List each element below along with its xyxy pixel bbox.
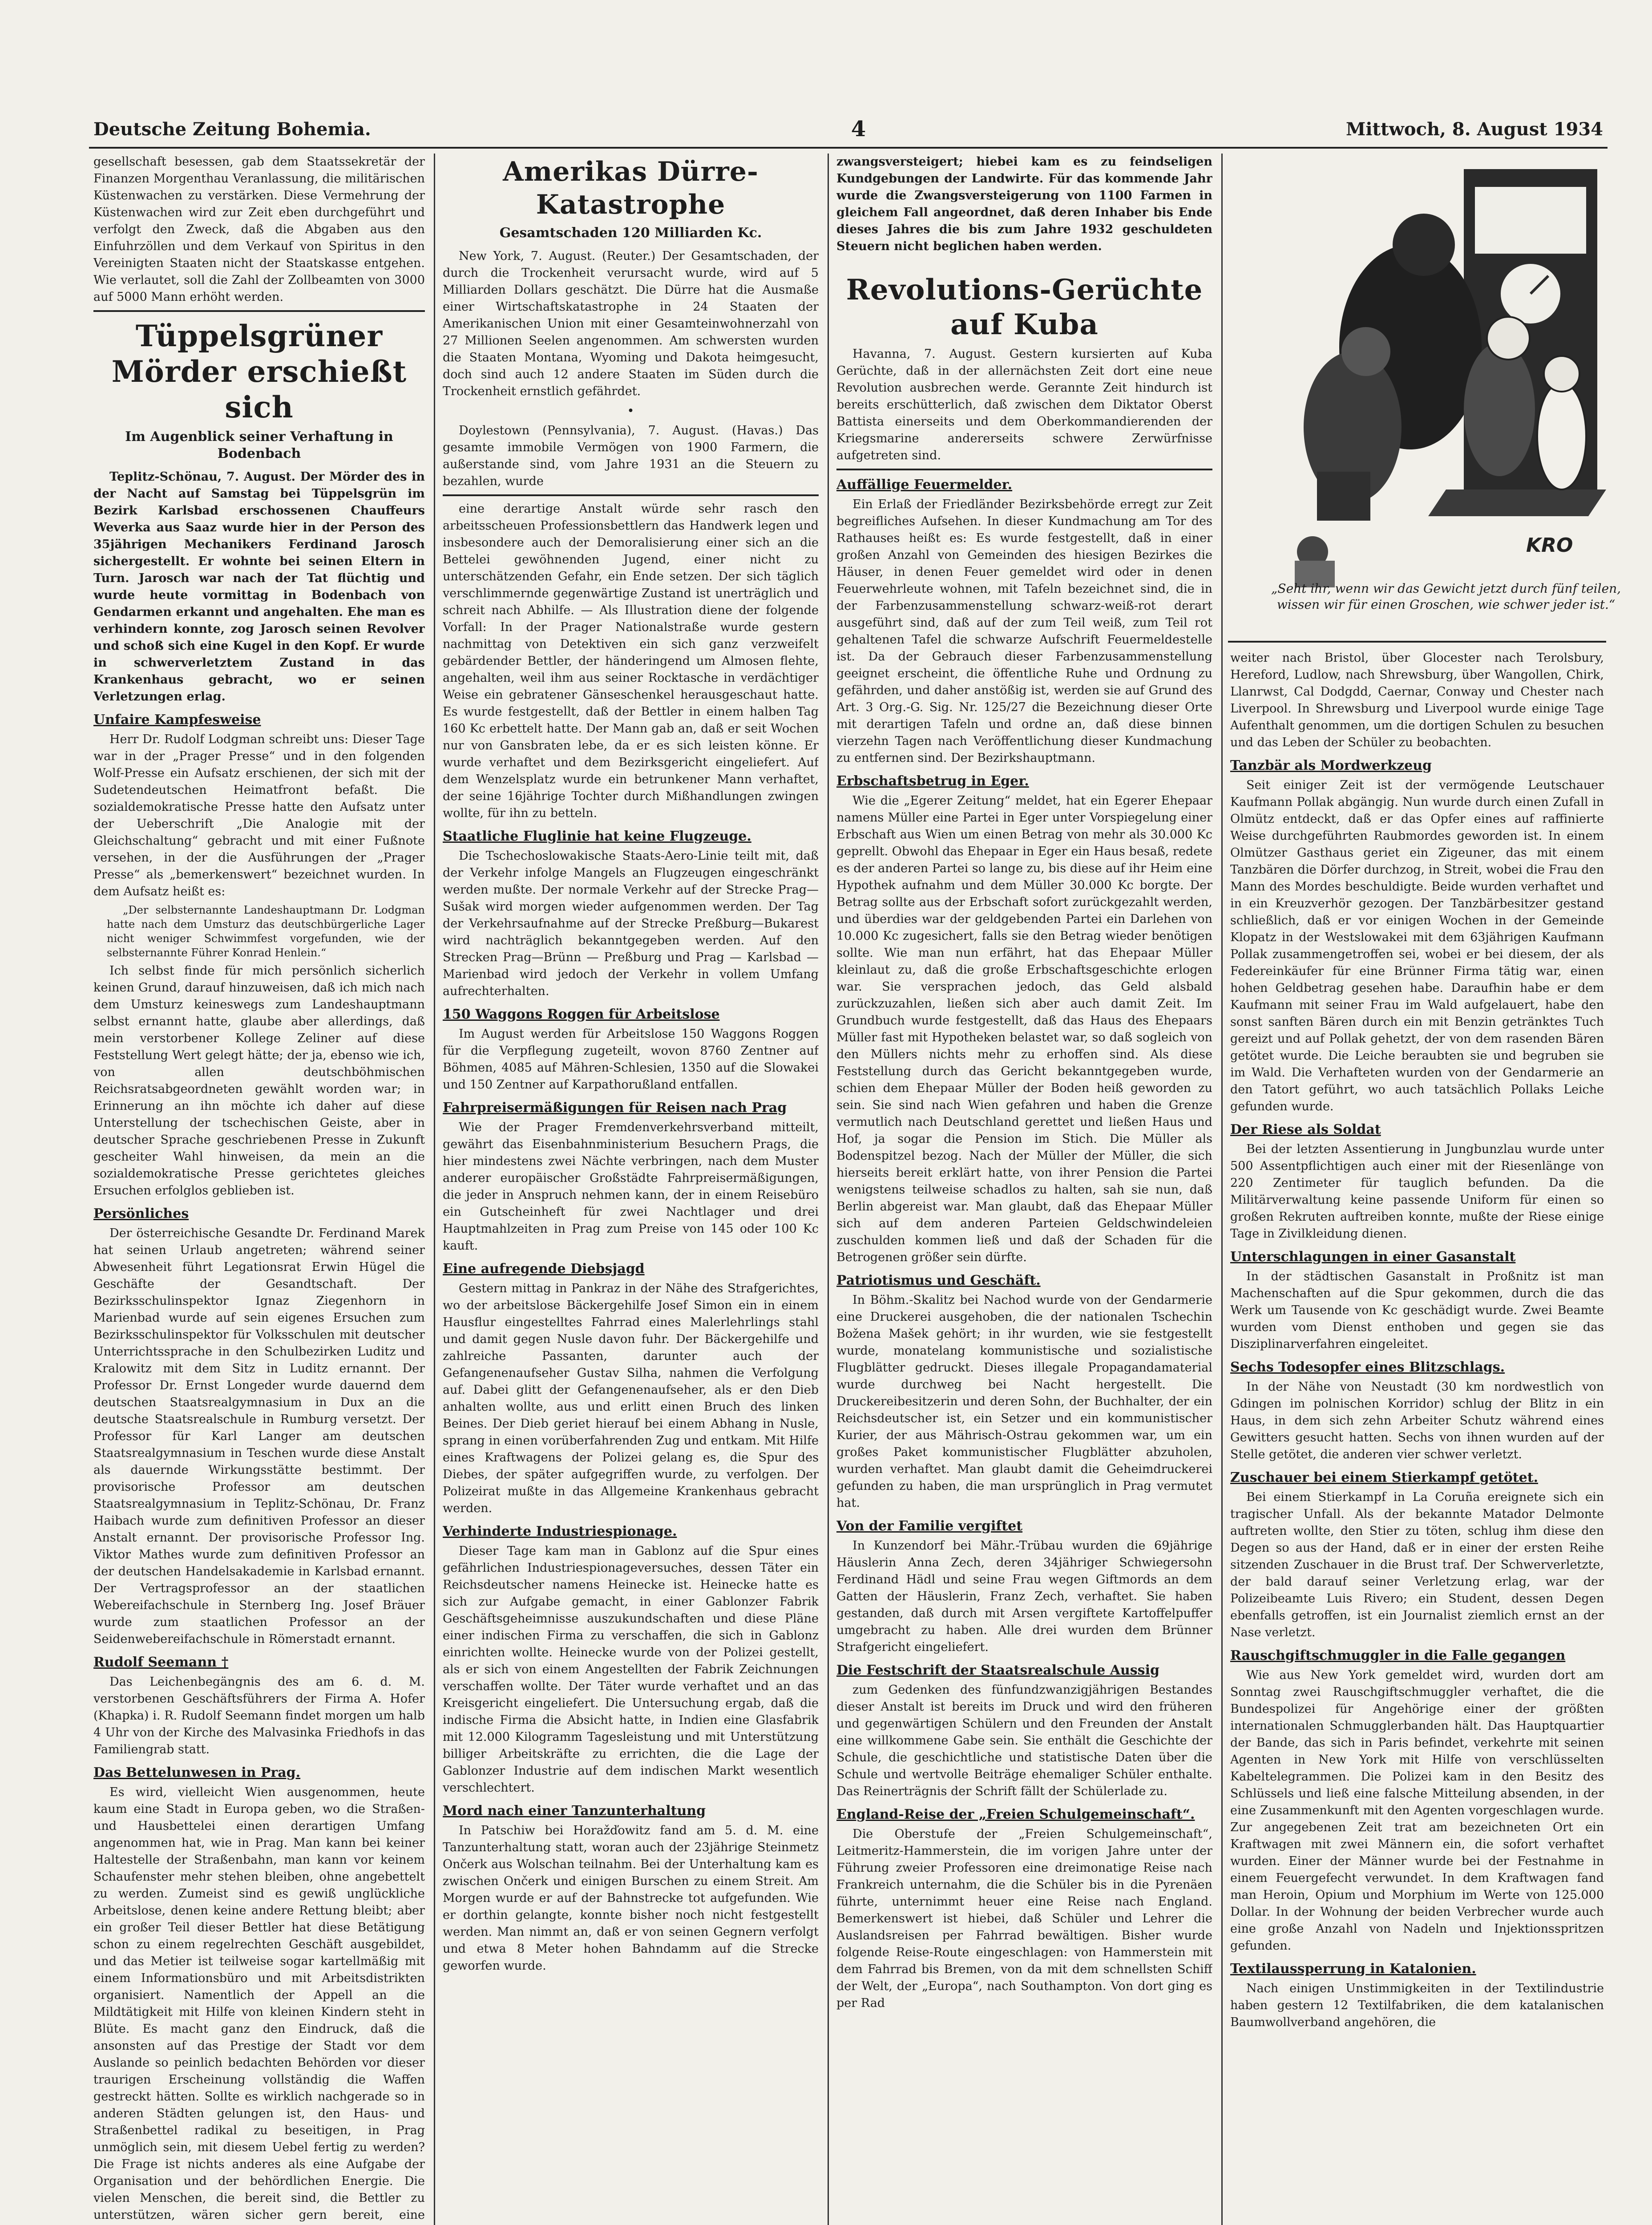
section-heading: Persönliches [93,1206,189,1222]
section-heading: Staatliche Fluglinie hat keine Flugzeuge. [443,829,751,844]
section-rule [1228,641,1606,643]
article-text: Doylestown (Pennsylvania), 7. August. (Havas.) Das gesamte immobile Vermögen von 1900 Farmern, die außerstande sind, vom Jahre 1931 an die Steuern zu bezahlen, wurde [443,424,819,488]
section-heading: England-Reise der „Freien Schulgemeinschaft“. [836,1807,1195,1822]
column-4 [1230,650,1604,2225]
paper-name: Deutsche Zeitung Bohemia. [93,118,371,140]
masthead [93,113,1603,145]
article-text: Das Leichenbegängnis des am 6. d. M. verstorbenen Geschäftsführers der Firma A. Hofer (Khapka) i. R. Rudolf Seemann findet morgen um halb 4 Uhr von der Kirche des Malvasinka Friedhofs in das Familiengrab statt. [93,1675,425,1756]
cartoon-illustration [1277,160,1620,623]
article-text: Bei einem Stierkampf in La Coruña ereignete sich ein tragischer Unfall. Als der bekannte Matador Delmonte auftreten wollte, den Stier zu töten, schlug ihm diese den Degen so aus der Hand, daß er in einer der ersten Reihe sitzenden Zuschauer in die Brust traf. Der Schwerverletzte, der bald darauf seiner Verletzung erlag, war der Polizeibeamte Luis Rivero; ein Student, dessen Degen ebenfalls getroffen, ist ein Journalist ziemlich ernst an der Nase verletzt. [1230,1490,1604,1639]
article-text: Der österreichische Gesandte Dr. Ferdinand Marek hat seinen Urlaub angetreten; während seiner Abwesenheit führt Legationsrat Erwin Hügel die Geschäfte der Gesandtschaft. Der Bezirksschulinspektor Ignaz Ziegenhorn in Marienbad wurde auf sein eigenes Ersuchen zum Bezirksschulinspektor für Volksschulen mit deutscher Unterrichtssprache in den Schulbezirken Luditz und Kralowitz mit dem Sitz in Luditz ernannt. Der Professor Dr. Ernst Longeder wurde dauernd dem deutschen Staatsrealgymnasium in Dux an die deutsche Staatsrealschule in Rumburg versetzt. Der Professor für Karl Langer am deutschen Staatsrealgymnasium in Teschen wurde diese Anstalt als dauernde Wirkungsstätte bestimmt. Der provisorische Professor am deutschen Staatsrealgymnasium in Teplitz-Schönau, Dr. Franz Haibach wurde zum definitiven Professor an dieser Anstalt ernannt. Der provisorische Professor Ing. Viktor Mathes wurde zum definitiven Professor an der deutschen Handelsakademie in Karlsbad ernannt. Der Vertragsprofessor an der staatlichen Webereifachschule in Sternberg Ing. Josef Bräuer wurde zum staatlichen Professor an der Seidenwebereifachschule in Römerstadt ernannt. [93,1226,425,1646]
article-text: In Patschiw bei Horažďowitz fand am 5. d. M. eine Tanzunterhaltung statt, woran auch der 23jährige Steinmetz Ončerk aus Wolschan teilnahm. Bei der Unterhaltung kam es zwischen Ončerk und einigen Burschen zu einem Streit. Am Morgen wurde er auf der Bahnstrecke tot aufgefunden. Wie er dorthin gelangte, konnte bisher noch nicht festgestellt werden. Man nimmt an, daß er von seinen Gegnern verfolgt und etwa 8 Meter hohen Bahndamm auf die Strecke geworfen wurde. [443,1824,819,1973]
section-heading: Rauschgiftschmuggler in die Falle gegangen [1230,1648,1566,1663]
column-rule [1221,154,1223,2225]
section-heading: Die Festschrift der Staatsrealschule Aussig [836,1663,1159,1678]
headline: Amerikas Dürre-Katastrophe [503,156,759,220]
column-rule [828,154,829,2225]
section-heading: Auffällige Feuermelder. [836,477,1013,493]
section-heading: Tanzbär als Mordwerkzeug [1230,758,1432,773]
article-text: Nach einigen Unstimmigkeiten in der Textilindustrie haben gestern 12 Textilfabriken, die dem katalanischen Baumwollverband angehören, die [1230,1982,1604,2029]
article-text: Seit einiger Zeit ist der vermögende Leutschauer Kaufmann Pollak abgängig. Nun wurde durch einen Zufall in Olmütz entdeckt, daß er das Opfer eines auf raffinierte Weise durchgeführten Raubmordes geworden ist. In einem Olmützer Gasthaus geriet ein Zigeuner, das mit einem Tanzbären die Dörfer durchzog, in Streit, wobei die Frau den Mann des Mordes beschuldigte. Beide wurden verhaftet und in ein Kreuzverhör gezogen. Der Tanzbärbesitzer gestand schließlich, daß er vor einigen Wochen in der Gemeinde Klopatz in der Westslowakei mit dem 63jährigen Kaufmann Pollak zusammengetroffen sei, wobei er bei diesem, der als Federeinkäufer für eine Brünner Firma tätig war, einen hohen Geldbetrag gesehen habe. Daraufhin habe er dem Kaufmann mit seiner Frau im Wald aufgelauert, habe den sonst sanften Bären durch ein mit Benzin getränktes Tuch gereizt und auf Pollak gehetzt, der von dem rasenden Bären getötet wurde. Die Leiche beraubten sie und begruben sie im Wald. Die Verhafteten wurden von der Gendarmerie an den Tatort geführt, wo auch tatsächlich Pollaks Leiche gefunden wurde. [1230,778,1604,1113]
headline: Revolutions-Gerüchte auf Kuba [846,273,1203,341]
column-1 [93,154,425,2225]
article-text: In Böhm.-Skalitz bei Nachod wurde von der Gendarmerie eine Druckerei ausgehoben, die der nationalen Tschechin Božena Mašek gehört; in ihr wurden, wie sie festgestellt wurde, monatelang kommunistische und sozialistische Flugblätter gedruckt. Dieses illegale Propagandamaterial wurde durchweg bei Nacht hergestellt. Die Druckereibesitzerin und deren Sohn, der Buchhalter, der ein Reichsdeutscher ist, ein Setzer und ein kommunistischer Kurier, der aus Mährisch-Ostrau gekommen war, um ein großes Paket kommunistischer Flugblätter abzuholen, wurden verhaftet. Man glaubt damit die Geheimdruckerei gefunden zu haben, die man ursprünglich in Prag vermutet hat. [836,1293,1212,1510]
section-heading: Patriotismus und Geschäft. [836,1273,1041,1288]
column-rule [434,154,435,2225]
article-text: weiter nach Bristol, über Glocester nach Terolsbury, Hereford, Ludlow, nach Shrewsburg, über Wangollen, Chirk, Llanrwst, Cal Dodgdd, Caernar, Conway und Chester nach Liverpool. In Shrewsburg und Liverpool wurde einige Tage Aufenthalt genommen, um die dortigen Schulen zu besuchen und das Leben der Schüler zu beobachten. [1230,651,1604,749]
article-text: Gestern mittag in Pankraz in der Nähe des Strafgerichtes, wo der arbeitslose Bäckergehilfe Josef Simon ein in einem Hausflur eingestelltes Fahrrad eines Malerlehrlings stahl und damit gegen Nusle davon fuhr. Der Bäckergehilfe und zahlreiche Passanten, darunter auch der Gefangenenaufseher Gustav Silha, nahmen die Verfolgung auf. Dabei glitt der Gefangenenaufseher, als er den Dieb anhalten wollte, aus und erlitt einen Bruch des linken Beines. Der Dieb geriet hierauf bei einem Abhang in Nusle, sprang in einen vorüberfahrenden Zug und entkam. Mit Hilfe eines Kraftwagens der Polizei gelang es, die Spur des Diebes, der später aufgegriffen wurde, zu verfolgen. Der Polizeirat mußte in das Allgemeine Krankenhaus gebracht werden. [443,1282,819,1515]
article-text: eine derartige Anstalt würde sehr rasch den arbeitsscheuen Professionsbettlern das Handwerk legen und insbesondere auch der Demoralisierung einer sich an die Bettelei gewöhnenden Jugend, einer nicht zu unterschätzenden Gefahr, ein Ende setzen. Der sich täglich verschlimmernde gegenwärtige Zustand ist unerträglich und schreit nach Abhilfe. — Als Illustration diene der folgende Vorfall: In der Prager Nationalstraße wurde gestern nachmittag von Detektiven ein sich ganz verzweifelt gebärdender Bettler, der händeringend um Almosen flehte, angehalten, weil ihm aus seiner Rocktasche in verdächtiger Weise ein gebratener Gänseschenkel herausgeschaut hatte. Es wurde festgestellt, daß der Bettler in einem halben Tag 160 Kc erbettelt hatte. Der Mann gab an, daß er seit Wochen nur von Gansbraten lebe, da er es sich leisten könne. Er wurde verhaftet und dem Bezirksgericht eingeliefert. Auf dem Wenzelsplatz wurde ein betrunkener Mann verhaftet, der seine 16jährige Tochter durch Mißhandlungen zwingen wollte, für ihn zu betteln. [443,502,819,820]
article-text: Wie der Prager Fremdenverkehrsverband mitteilt, gewährt das Eisenbahnministerium Besuchern Prags, die hier mindestens zwei Nächte verbringen, nach dem Muster anderer europäischer Großstädte Fahrpreisermäßigungen, die jeder in Anspruch nehmen kann, der in einem Reisebüro ein Gutscheinheft für zwei Nachtlager und drei Hauptmahlzeiten in Prag zum Preise von 145 oder 100 Kc kauft. [443,1121,819,1253]
quotation: „Der selbsternannte Landeshauptmann Dr. Lodgman hatte nach dem Umsturz das deutschbürgerliche Lager nicht weniger Schwimmfest vorgefunden, wie der selbsternannte Führer Konrad Henlein.“ [107,904,425,959]
section-heading: Eine aufregende Diebsjagd [443,1261,645,1277]
article-text: In Kunzendorf bei Mähr.-Trübau wurden die 69jährige Häuslerin Anna Zech, deren 34jähriger Schwiegersohn Ferdinand Hädl und seine Frau wegen Giftmords an dem Gatten der Häuslerin, Franz Zech, verhaftet. Sie haben gestanden, daß durch mit Arsen vergiftete Kartoffelpuffer umgebracht zu haben. Alle drei wurden dem Brünner Strafgericht eingeliefert. [836,1539,1212,1654]
article-text: Ein Erlaß der Friedländer Bezirksbehörde erregt zur Zeit begreifliches Aufsehen. In dieser Kundmachung am Tor des Rathauses heißt es: Es wurde festgestellt, daß in einer großen Anzahl von Gemeinden des hiesigen Bezirkes die Häuser, in denen Feuer gemeldet wird oder in denen Feuerwehrleute wohnen, mit Tafeln bezeichnet sind, die in der Farbenzusammenstellung schwarz-weiß-rot derart ausgeführt sind, daß auf der zum Teil weiß, zum Teil rot gehaltenen Tafel die schwarze Aufschrift Feuermeldestelle ist. Da der Gebrauch dieser Farbenzusammenstellung geeignet erscheint, die öffentliche Ruhe und Ordnung zu gefährden, und daher anstößig ist, werden sie auf Grund des Art. 3 Org.-G. Sig. Nr. 125/27 die Bezeichnung dieser Orte mit derartigen Tafeln und ordne an, daß diese binnen vierzehn Tagen nach Veröffentlichung dieser Kundmachung zu entfernen sind. Der Bezirkshauptmann. [836,498,1212,765]
article-text: gesellschaft besessen, gab dem Staatssekretär der Finanzen Morgenthau Veranlassung, die militärischen Küstenwachen zu verstärken. Diese Vermehrung der Küstenwachen wird zur Zeit eben durchgeführt und verfolgt den Zweck, daß die Abgaben aus den Einfuhrzöllen und dem Verkauf von Spiritus in den Vereinigten Staaten nicht der Staatskasse entgehen. Wie verlautet, soll die Zahl der Zollbeamten von 3000 auf 5000 Mann erhöht werden. [93,155,425,304]
section-heading: Von der Familie vergiftet [836,1518,1023,1534]
cartoon-caption: „Seht ihr, wenn wir das Gewicht jetzt durch fünf teilen, wissen wir für einen Groschen, wie schwer jeder ist.“ [1271,581,1621,612]
section-rule [836,469,1212,470]
article-text: Dieser Tage kam man in Gablonz auf die Spur eines gefährlichen Industriespionageversuches, dessen Täter ein Reichsdeutscher namens Heinecke ist. Heinecke hatte es sich zur Aufgabe gemacht, in einer Gablonzer Fabrik Geschäftsgeheimnisse auszukundschaften und diese Pläne einer indischen Firma zu verschaffen, die sich in Gablonz einrichten wollte. Heinecke wurde von der Polizei gestellt, als er sich von einem Angestellten der Fabrik Zeichnungen verschaffen wollte. Der Täter wurde verhaftet und an das Kreisgericht eingeliefert. Die Untersuchung ergab, daß die indische Firma die Absicht hatte, in Indien eine Glasfabrik mit 12.000 Kilogramm Tagesleistung und mit Unterstützung billiger Arbeitskräfte zu errichten, die die Lage der Gablonzer Industrie auf dem indischen Markt wesentlich verschlechtert. [443,1544,819,1795]
article-text: Die Oberstufe der „Freien Schulgemeinschaft“, Leitmeritz-Hammerstein, die im vorigen Jahre unter der Führung zweier Professoren eine dreimonatige Reise nach Frankreich unternahm, die die Schüler bis in die Pyrenäen führte, unternimmt heuer eine Reise nach England. Bemerkenswert ist hiebei, daß Schüler und Lehrer die Auslandsreisen per Fahrrad bewältigen. Bisher wurde folgende Reise-Route eingeschlagen: von Hammerstein mit dem Fahrrad bis Bremen, von da mit dem schnellsten Schiff der Welt, der „Europa“, nach Southampton. Von dort ging es per Rad [836,1827,1212,2010]
article-text: Die Tschechoslowakische Staats-Aero-Linie teilt mit, daß der Verkehr infolge Mangels an Flugzeugen eingeschränkt werden mußte. Der normale Verkehr auf der Strecke Prag—Sušak wird morgen wieder aufgenommen werden. Der Tag der Verkehrsaufnahme auf der Strecke Preßburg—Bukarest wird nachträglich bekanntgegeben werden. Auf den Strecken Prag—Brünn — Preßburg und Prag — Karlsbad — Marienbad wird jedoch der Verkehr in vollem Umfang aufrechterhalten. [443,849,819,998]
section-heading: 150 Waggons Roggen für Arbeitslose [443,1007,720,1022]
column-3 [836,154,1212,2225]
section-heading: Das Bettelunwesen in Prag. [93,1765,301,1780]
article-text: zwangsversteigert; hiebei kam es zu feindseligen Kundgebungen der Landwirte. Für das kommende Jahr wurde die Zwangsversteigerung von 1100 Farmen in gleichem Fall angeordnet, daß deren Inhaber bis Ende dieses Jahres die bis zum Jahre 1932 geschuldeten Steuern nicht beglichen haben werden. [836,155,1212,253]
section-heading: Zuschauer bei einem Stierkampf getötet. [1230,1470,1539,1485]
separator: • [627,404,634,418]
section-rule [93,310,425,312]
headline: Tüppelsgrüner Mörder erschießt sich [111,319,407,425]
article-text: Wie die „Egerer Zeitung“ meldet, hat ein Egerer Ehepaar namens Müller eine Partei in Eger unter Vorspiegelung einer Erbschaft aus Wien um einen Betrag von mehr als 30.000 Kc geprellt. Obwohl das Ehepaar in Eger ein Haus besaß, redete es der anderen Partei so lange zu, bis diese auf ihr Heim eine Hypothek aufnahm und dem Müller 30.000 Kc borgte. Der Betrag sollte aus der Erbschaft sofort zurückgezahlt werden, und überdies war der geldgebenden Partei ein Darlehen von 10.000 Kc zugesichert, falls sie den Betrag wieder benötigen sollte. Wie man nun erfährt, hat das Ehepaar Müller kleinlaut zu, daß die große Erbschaftsgeschichte erlogen war. Sie versprachen jedoch, das Geld alsbald zurückzuzahlen, ließen sich aber auch damit Zeit. Im Grundbuch wurde festgestellt, daß das Haus des Ehepaars Müller fast mit Hypotheken belastet war, so daß sogleich von den Müllers nichts mehr zu erhoffen sind. Als diese Feststellung durch das Gericht bekanntgegeben wurde, schien dem Ehepaar Müller der Boden heiß geworden zu sein. Sie sind nach Wien gefahren und haben die Grenze vermutlich nach Deutschland gerettet und ließen Haus und Hof, ja sogar die Pension im Stich. Die Müller als Bodenspitzel bezog. Nach der Müller der Müller, die sich hierseits bereit erklärt hatte, von ihrer Pension die Partei wenigstens teilweise schadlos zu halten, sah sie nun, daß Berlin abgereist war. Man glaubt, daß das Ehepaar Müller sich auf dem anderen Parteien Geldschwindeleien zuschulden kommen ließ und daß der Schaden für die Betrogenen größer sein dürfte. [836,794,1212,1264]
page-number: 4 [851,117,866,142]
section-heading: Unterschlagungen in einer Gasanstalt [1230,1249,1516,1265]
article-text: Es wird, vielleicht Wien ausgenommen, heute kaum eine Stadt in Europa geben, wo die Straßen- und Hausbettelei einen derartigen Umfang angenommen hat, wie in Prag. Man kann bei keiner Haltestelle der Straßenbahn, man kann vor keinem Schaufenster mehr stehen bleiben, ohne angebettelt zu werden. Zumeist sind es gewiß unglückliche Arbeitslose, denen keine andere Rettung bleibt; aber ein großer Teil dieser Bettler hat diese Betätigung schon zu einem regelrechten Geschäft ausgebildet, und das Metier ist teilweise sogar kartellmäßig mit einem Informationsbüro und mit Arbeitsdistrikten organisiert. Namentlich der Appell an die Mildtätigkeit mit Hilfe von kleinen Kindern steht in Blüte. Es macht ganz den Eindruck, daß die ansonsten auf das Prestige der Stadt vor dem Auslande so peinlich bedachten Behörden vor dieser traurigen Erscheinung vollständig die Waffen gestreckt hätten. Sollte es wirklich nachgerade so in anderen Städten gelungen ist, den Haus- und Straßenbettel radikal zu beseitigen, in Prag unmöglich sein, mit diesem Uebel fertig zu werden? Die Frage ist nichts anderes als eine Aufgabe der Organisation und der behördlichen Energie. Die vielen Menschen, die bereit sind, die Bettler zu unterstützen, wären sicher gern bereit, eine [93,1785,425,2222]
subheadline: Gesamtschaden 120 Milliarden Kc. [499,225,762,241]
article-text: Herr Dr. Rudolf Lodgman schreibt uns: Dieser Tage war in der „Prager Presse“ und in den folgenden Wolf-Presse ein Aufsatz erschienen, der sich mit der Sudetendeutschen Heimatfront befaßt. Die sozialdemokratische Presse hatte den Aufsatz unter der Ueberschrift „Die Analogie mit der Gleichschaltung“ gebracht und mit einer Fußnote versehen, in der die Ausführungen der „Prager Presse“ als „bemerkenswert“ bezeichnet wurden. In dem Aufsatz heißt es: [93,732,425,898]
article-text: Bei der letzten Assentierung in Jungbunzlau wurde unter 500 Assentpflichtigen auch einer mit der Riesenlänge von 220 Zentimeter für tauglich befunden. Da die Militärverwaltung keine passende Uniform für einen so großen Rekruten auftreiben konnte, mußte der Riese einige Tage in Zivilkleidung dienen. [1230,1142,1604,1241]
article-text: In der städtischen Gasanstalt in Proßnitz ist man Machenschaften auf die Spur gekommen, durch die das Werk um Tausende von Kc geschädigt wurde. Zwei Beamte wurden vom Dienst enthoben und gegen sie das Disziplinarverfahren eingeleitet. [1230,1270,1604,1351]
section-heading: Fahrpreisermäßigungen für Reisen nach Prag [443,1100,787,1116]
article-text: Im August werden für Arbeitslose 150 Waggons Roggen für die Verpflegung zugeteilt, wovon 8760 Zentner auf Böhmen, 4085 auf Mähren-Schlesien, 1350 auf die Slowakei und 150 Zentner auf Karpathorußland entfallen. [443,1027,819,1092]
article-text: New York, 7. August. (Reuter.) Der Gesamtschaden, der durch die Trockenheit verursacht wurde, wird auf 5 Milliarden Dollars geschätzt. Die Dürre hat die Ausmaße einer Wirtschaftskatastrophe in 24 Staaten der Amerikanischen Union mit einer Gesamteinwohnerzahl von 27 Millionen Seelen angenommen. Am schwersten wurden die Staaten Montana, Wyoming und Dakota heimgesucht, doch sind auch 12 andere Staaten im Süden durch die Trockenheit ernstlich gefährdet. [443,249,819,398]
article-text: In der Nähe von Neustadt (30 km nordwestlich von Gdingen im polnischen Korridor) schlug der Blitz in ein Haus, in dem sich zehn Arbeiter Schutz während eines Gewitters gesucht hatten. Sechs von ihnen wurden auf der Stelle getötet, die anderen vier schwer verletzt. [1230,1380,1604,1461]
section-heading: Erbschaftsbetrug in Eger. [836,773,1029,789]
section-heading: Der Riese als Soldat [1230,1122,1381,1137]
section-rule [443,494,819,496]
masthead-rule [89,147,1608,149]
section-heading: Sechs Todesopfer eines Blitzschlags. [1230,1359,1505,1375]
article-text: Ich selbst finde für mich persönlich sicherlich keinen Grund, darauf hinzuweisen, daß ich mich nach dem Umsturz keineswegs zum Landeshauptmann selbst ernannt hatte, glaube aber allerdings, daß mein verstorbener Kollege Zeliner auf diese Feststellung Wert gelegt hätte; der ja, ebenso wie ich, von allen deutschböhmischen Reichsratsabgeordneten gewählt worden war; in Erinnerung an ihn möchte ich daher auf diese Unterstellung der tschechischen Geiste, aber in deutscher Sprache geschriebenen Presse in Zukunft gescheiter Wahl hinweisen, da mein an die sozialdemokratische Presse gerichtetes gleiches Ersuchen erfolglos geblieben ist. [93,964,425,1197]
cartoonist-signature: KRO [1526,534,1573,557]
article-text: Wie aus New York gemeldet wird, wurden dort am Sonntag zwei Rauschgiftschmuggler verhaftet, die die Bundespolizei für Angehörige einer der größten internationalen Schmugglerbanden hält. Das Hauptquartier der Bande, das sich in Paris befindet, verkehrte mit seinen Agenten in New York mit Hilfe von verschlüsselten Kabeltelegrammen. Die Polizei kam in den Besitz des Schlüssels und ließ eine falsche Mitteilung absenden, in der eine Zusammenkunft mit den Agenten vorgeschlagen wurde. Zur angegebenen Zeit trat am bezeichneten Ort ein Kraftwagen mit zwei Männern ein, die sofort verhaftet wurden. Einer der Männer wurde bei der Festnahme in einem Feuergefecht verwundet. In dem Kraftwagen fand man Heroin, Opium und Morphium im Werte von 125.000 Dollar. In der Wohnung der beiden Verbrecher wurde auch eine große Anzahl von Nadeln und Injektionsspritzen gefunden. [1230,1668,1604,1953]
section-heading: Unfaire Kampfesweise [93,712,261,728]
scale-platform [1428,490,1606,516]
section-heading: Mord nach einer Tanzunterhaltung [443,1803,706,1819]
article-text: Teplitz-Schönau, 7. August. Der Mörder des in der Nacht auf Samstag bei Tüppelsgrün im Bezirk Karlsbad erschossenen Chauffeurs Weverka aus Saaz wurde hier in der Person des 35jährigen Mechanikers Ferdinand Jarosch sichergestellt. Er wohnte bei seinen Eltern in Turn. Jarosch war nach der Tat flüchtig und wurde heute vormittag in Bodenbach von Gendarmen erkannt und angehalten. Ehe man es verhindern konnte, zog Jarosch seinen Revolver und schoß sich eine Kugel in den Kopf. Er wurde in schwerverletztem Zustand in das Krankenhaus gebracht, wo er seinen Verletzungen erlag. [93,470,425,704]
section-heading: Rudolf Seemann † [93,1655,229,1670]
scale-display [1475,187,1586,254]
article-text: zum Gedenken des fünfundzwanzigjährigen Bestandes dieser Anstalt ist bereits im Druck und wird den früheren und gegenwärtigen Schülern und den Freunden der Anstalt eine willkommene Gabe sein. Sie enthält die Geschichte der Schule, die geschichtliche und statistische Daten über die Schule und wertvolle Beiträge ehemaliger Schüler enthalte. Das Reinerträgnis der Schrift fällt der Schülerlade zu. [836,1683,1212,1798]
issue-date: Mittwoch, 8. August 1934 [1346,118,1603,140]
column-2 [443,154,819,2225]
article-text: Havanna, 7. August. Gestern kursierten auf Kuba Gerüchte, daß in der allernächsten Zeit dort eine neue Revolution ausbrechen werde. Gerannte Zeit hindurch ist bereits erschütterlich, daß zwischen dem Diktator Oberst Battista einerseits und dem Oberkommandierenden der Kriegsmarine andererseits schwere Zerwürfnisse aufgetreten sind. [836,347,1212,462]
section-heading: Verhinderte Industriespionage. [443,1524,677,1539]
subheadline: Im Augenblick seiner Verhaftung in Bodenbach [125,429,393,461]
section-heading: Textilaussperrung in Katalonien. [1230,1961,1476,1977]
